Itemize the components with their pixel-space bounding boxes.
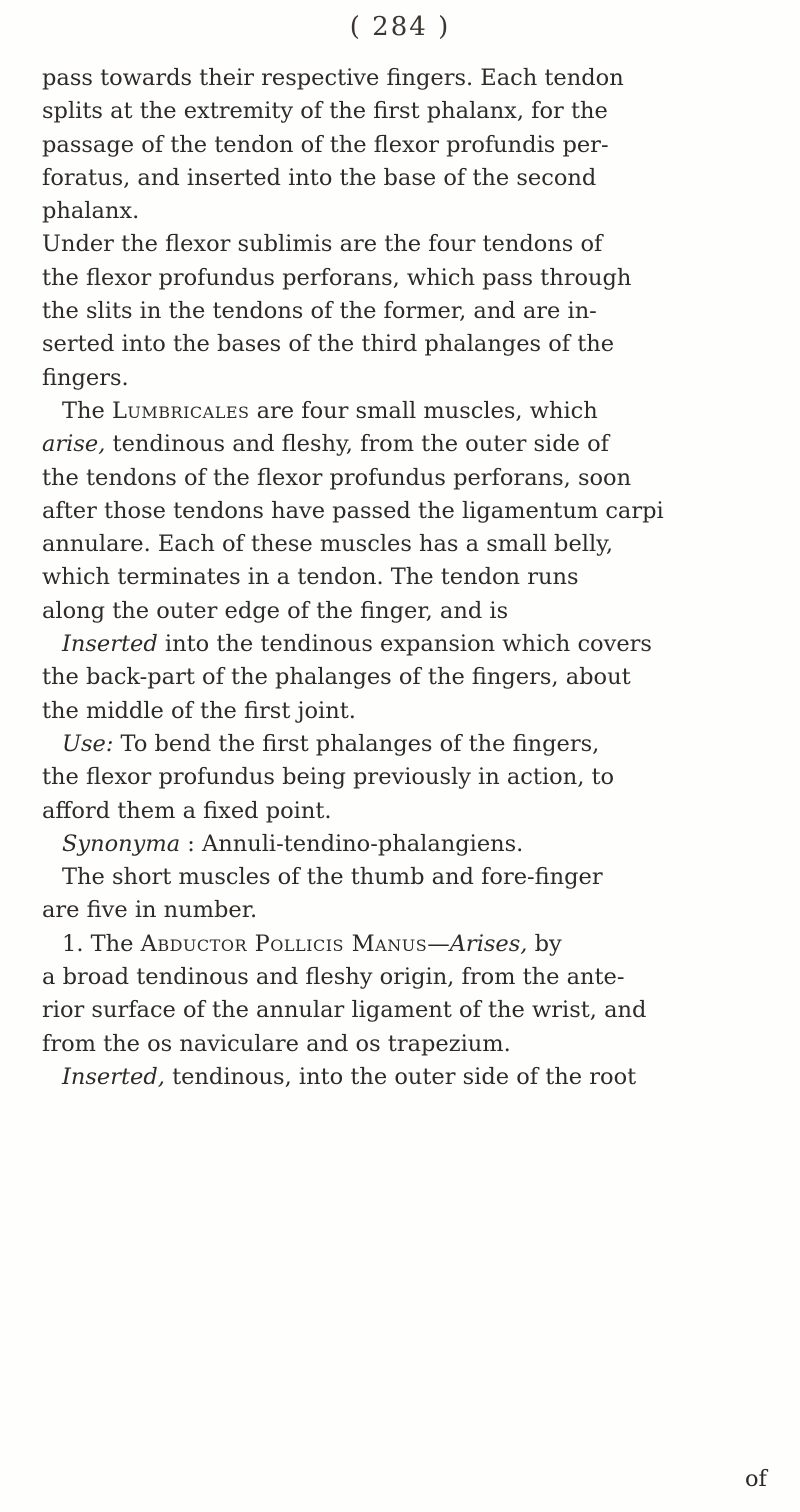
text-run: serted into the bases of the third phalanges of the xyxy=(42,331,615,358)
text-run: — xyxy=(427,930,450,957)
text-line xyxy=(0,561,800,594)
text-line xyxy=(0,961,800,994)
text-line xyxy=(0,328,800,361)
text-line xyxy=(0,1028,800,1061)
text-run: along the outer edge of the finger, and is xyxy=(42,597,509,624)
text-run: the tendons of the flexor profundus perforans, soon xyxy=(42,464,632,491)
text-run: the flexor profundus being previously in action, to xyxy=(42,764,615,791)
text-run: passage of the tendon of the flexor profundis per- xyxy=(42,131,609,158)
body-text xyxy=(0,62,800,1094)
text-run: the slits in the tendons of the former, and are in- xyxy=(42,298,597,325)
text-run: are four small muscles, which xyxy=(249,397,598,424)
page-number: ( 284 ) xyxy=(349,12,451,42)
text-line xyxy=(0,395,800,428)
text-run: after those tendons have passed the ligamentum carpi xyxy=(42,497,664,524)
italic-text: Arises, xyxy=(449,930,528,957)
italic-text: Inserted, xyxy=(62,1063,165,1090)
text-run: tendinous and fleshy, from the outer side of xyxy=(105,431,609,458)
text-run: are five in number. xyxy=(42,897,258,924)
text-line xyxy=(0,1061,800,1094)
text-run: afford them a fixed point. xyxy=(42,797,332,824)
text-run: foratus, and inserted into the base of the second xyxy=(42,164,597,191)
text-line xyxy=(0,628,800,661)
text-line xyxy=(0,428,800,461)
text-run: the back-part of the phalanges of the fingers, about xyxy=(42,664,631,691)
text-line xyxy=(0,795,800,828)
text-line xyxy=(0,928,800,961)
italic-text: Use: xyxy=(62,730,114,757)
text-line xyxy=(0,262,800,295)
text-run: 1. The xyxy=(62,930,141,957)
text-line xyxy=(0,95,800,128)
text-run: annulare. Each of these muscles has a small belly, xyxy=(42,531,614,558)
text-run: To bend the first phalanges of the fingers, xyxy=(113,730,600,757)
italic-text: Synonyma xyxy=(62,830,181,857)
italic-text: arise, xyxy=(42,431,106,458)
text-line xyxy=(0,362,800,395)
text-line xyxy=(0,528,800,561)
catchword: of xyxy=(745,1466,767,1492)
text-line xyxy=(0,661,800,694)
text-run: phalanx. xyxy=(42,198,140,225)
text-run: by xyxy=(527,930,562,957)
text-run: from the os naviculare and os trapezium. xyxy=(42,1030,511,1057)
text-line xyxy=(0,861,800,894)
text-run: pass towards their respective fingers. Each tendon xyxy=(42,65,624,91)
text-line xyxy=(0,228,800,261)
text-line xyxy=(0,894,800,927)
text-run: fingers. xyxy=(42,364,129,391)
italic-text: Inserted xyxy=(62,631,158,658)
text-run: rior surface of the annular ligament of the wrist, and xyxy=(42,997,647,1024)
text-line xyxy=(0,695,800,728)
text-run: The xyxy=(62,397,112,424)
small-caps-text: Lumbricales xyxy=(111,397,250,424)
text-run: tendinous, into the outer side of the root xyxy=(164,1063,637,1090)
text-run: into the tendinous expansion which covers xyxy=(157,631,652,658)
text-line xyxy=(0,761,800,794)
text-line xyxy=(0,462,800,495)
text-run: the flexor profundus perforans, which pass through xyxy=(42,264,632,291)
text-line xyxy=(0,295,800,328)
text-run: which terminates in a tendon. The tendon runs xyxy=(42,564,579,591)
text-line xyxy=(0,828,800,861)
text-line xyxy=(0,195,800,228)
text-line xyxy=(0,595,800,628)
text-run: the middle of the first joint. xyxy=(42,697,356,724)
text-line xyxy=(0,162,800,195)
text-run: Under the flexor sublimis are the four tendons of xyxy=(42,231,603,258)
text-line xyxy=(0,495,800,528)
text-line xyxy=(0,994,800,1027)
text-line xyxy=(0,62,800,95)
text-run: The short muscles of the thumb and fore-finger xyxy=(62,864,603,891)
text-run: a broad tendinous and fleshy origin, from the ante- xyxy=(42,964,625,991)
text-line xyxy=(0,129,800,162)
text-run: : Annuli-tendino-phalangiens. xyxy=(180,830,524,857)
small-caps-text: Abductor Pollicis Manus xyxy=(140,930,428,957)
text-line xyxy=(0,728,800,761)
text-run: splits at the extremity of the first phalanx, for the xyxy=(42,98,608,125)
